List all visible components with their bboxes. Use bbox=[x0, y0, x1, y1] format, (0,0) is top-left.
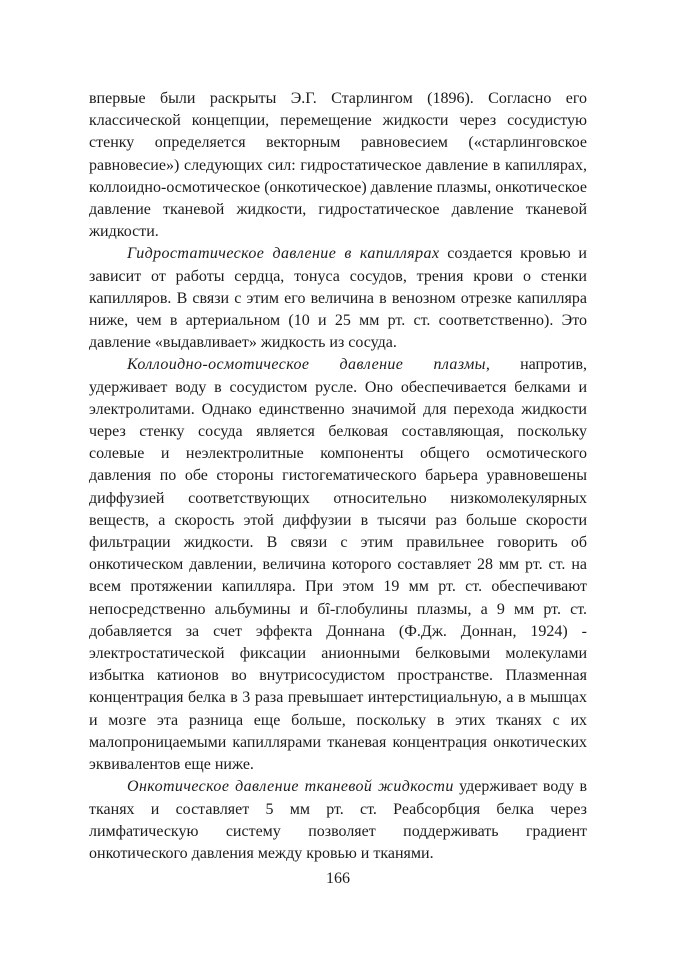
term-colloid-osmotic-pressure: Коллоидно-осмотическое давление плазмы, bbox=[127, 356, 491, 374]
paragraph-starling-intro bbox=[89, 88, 587, 243]
term-hydrostatic-pressure: Гидростатическое давление в капиллярах bbox=[127, 245, 440, 263]
paragraph-text: напротив, удерживает воду в сосудистом русле. Оно обеспечивается белками и электролитами. Однако единственно значимой для перехода жидкости через стенку сосуда является белковая составляющая, поскольку солевые и неэлектролитные компоненты общего осмотического давления по обе стороны гистогематического барьера уравновешены диффузией соответствующих относительно низкомолекулярных веществ, а скорость этой диффузии в тысячи раз больше скорости фильтрации жидкости. В связи с этим правильнее говорить об онкотическом давлении, величина которого составляет 28 мм рт. ст. на всем протяжении капилляра. При этом 19 мм рт. ст. обеспечивают непосредственно альбумины и бȋ-глобулины плазмы, а 9 мм рт. ст. добавляется за счет эффекта Доннана (Ф.Дж. Доннан, 1924) - электростатической фиксации анионными белковыми молекулами избытка катионов во внутрисосудистом пространстве. Плазменная концентрация белка в 3 раза превышает интерстициальную, а в мышцах и мозге эта разница еще больше, поскольку в этих тканях с их малопроницаемыми капиллярами тканевая концентрация онкотических эквивалентов еще ниже. bbox=[89, 356, 587, 774]
paragraph-text: удерживает воду в тканях и составляет 5 мм рт. ст. Реабсорбция белка через лимфатическую систему позволяет поддерживать градиент онкотического давления между кровью и тканями. bbox=[89, 778, 587, 862]
paragraph-hydrostatic-pressure bbox=[89, 243, 587, 354]
paragraph-colloid-osmotic-pressure bbox=[89, 354, 587, 776]
page-number: 166 bbox=[326, 870, 350, 887]
body-text bbox=[89, 88, 587, 865]
paragraph-tissue-oncotic-pressure bbox=[89, 776, 587, 865]
paragraph-text: впервые были раскрыты Э.Г. Старлингом (1896). Согласно его классической концепции, перемещение жидкости через сосудистую стенку определяется векторным равновесием («старлинговское равновесие») следующих сил: гидростатическое давление в капиллярах, коллоидно-осмотическое (онкотическое) давление плазмы, онкотическое давление тканевой жидкости, гидростатическое давление тканевой жидкости. bbox=[89, 90, 587, 241]
term-tissue-oncotic-pressure: Онкотическое давление тканевой жидкости bbox=[127, 778, 454, 796]
paragraph-text: создается кровью и зависит от работы сердца, тонуса сосудов, трения крови о стенки капилляров. В связи с этим его величина в венозном отрезке капилляра ниже, чем в артериальном (10 и 25 мм рт. ст. соответственно). Это давление «выдавливает» жидкость из сосуда. bbox=[89, 245, 587, 352]
